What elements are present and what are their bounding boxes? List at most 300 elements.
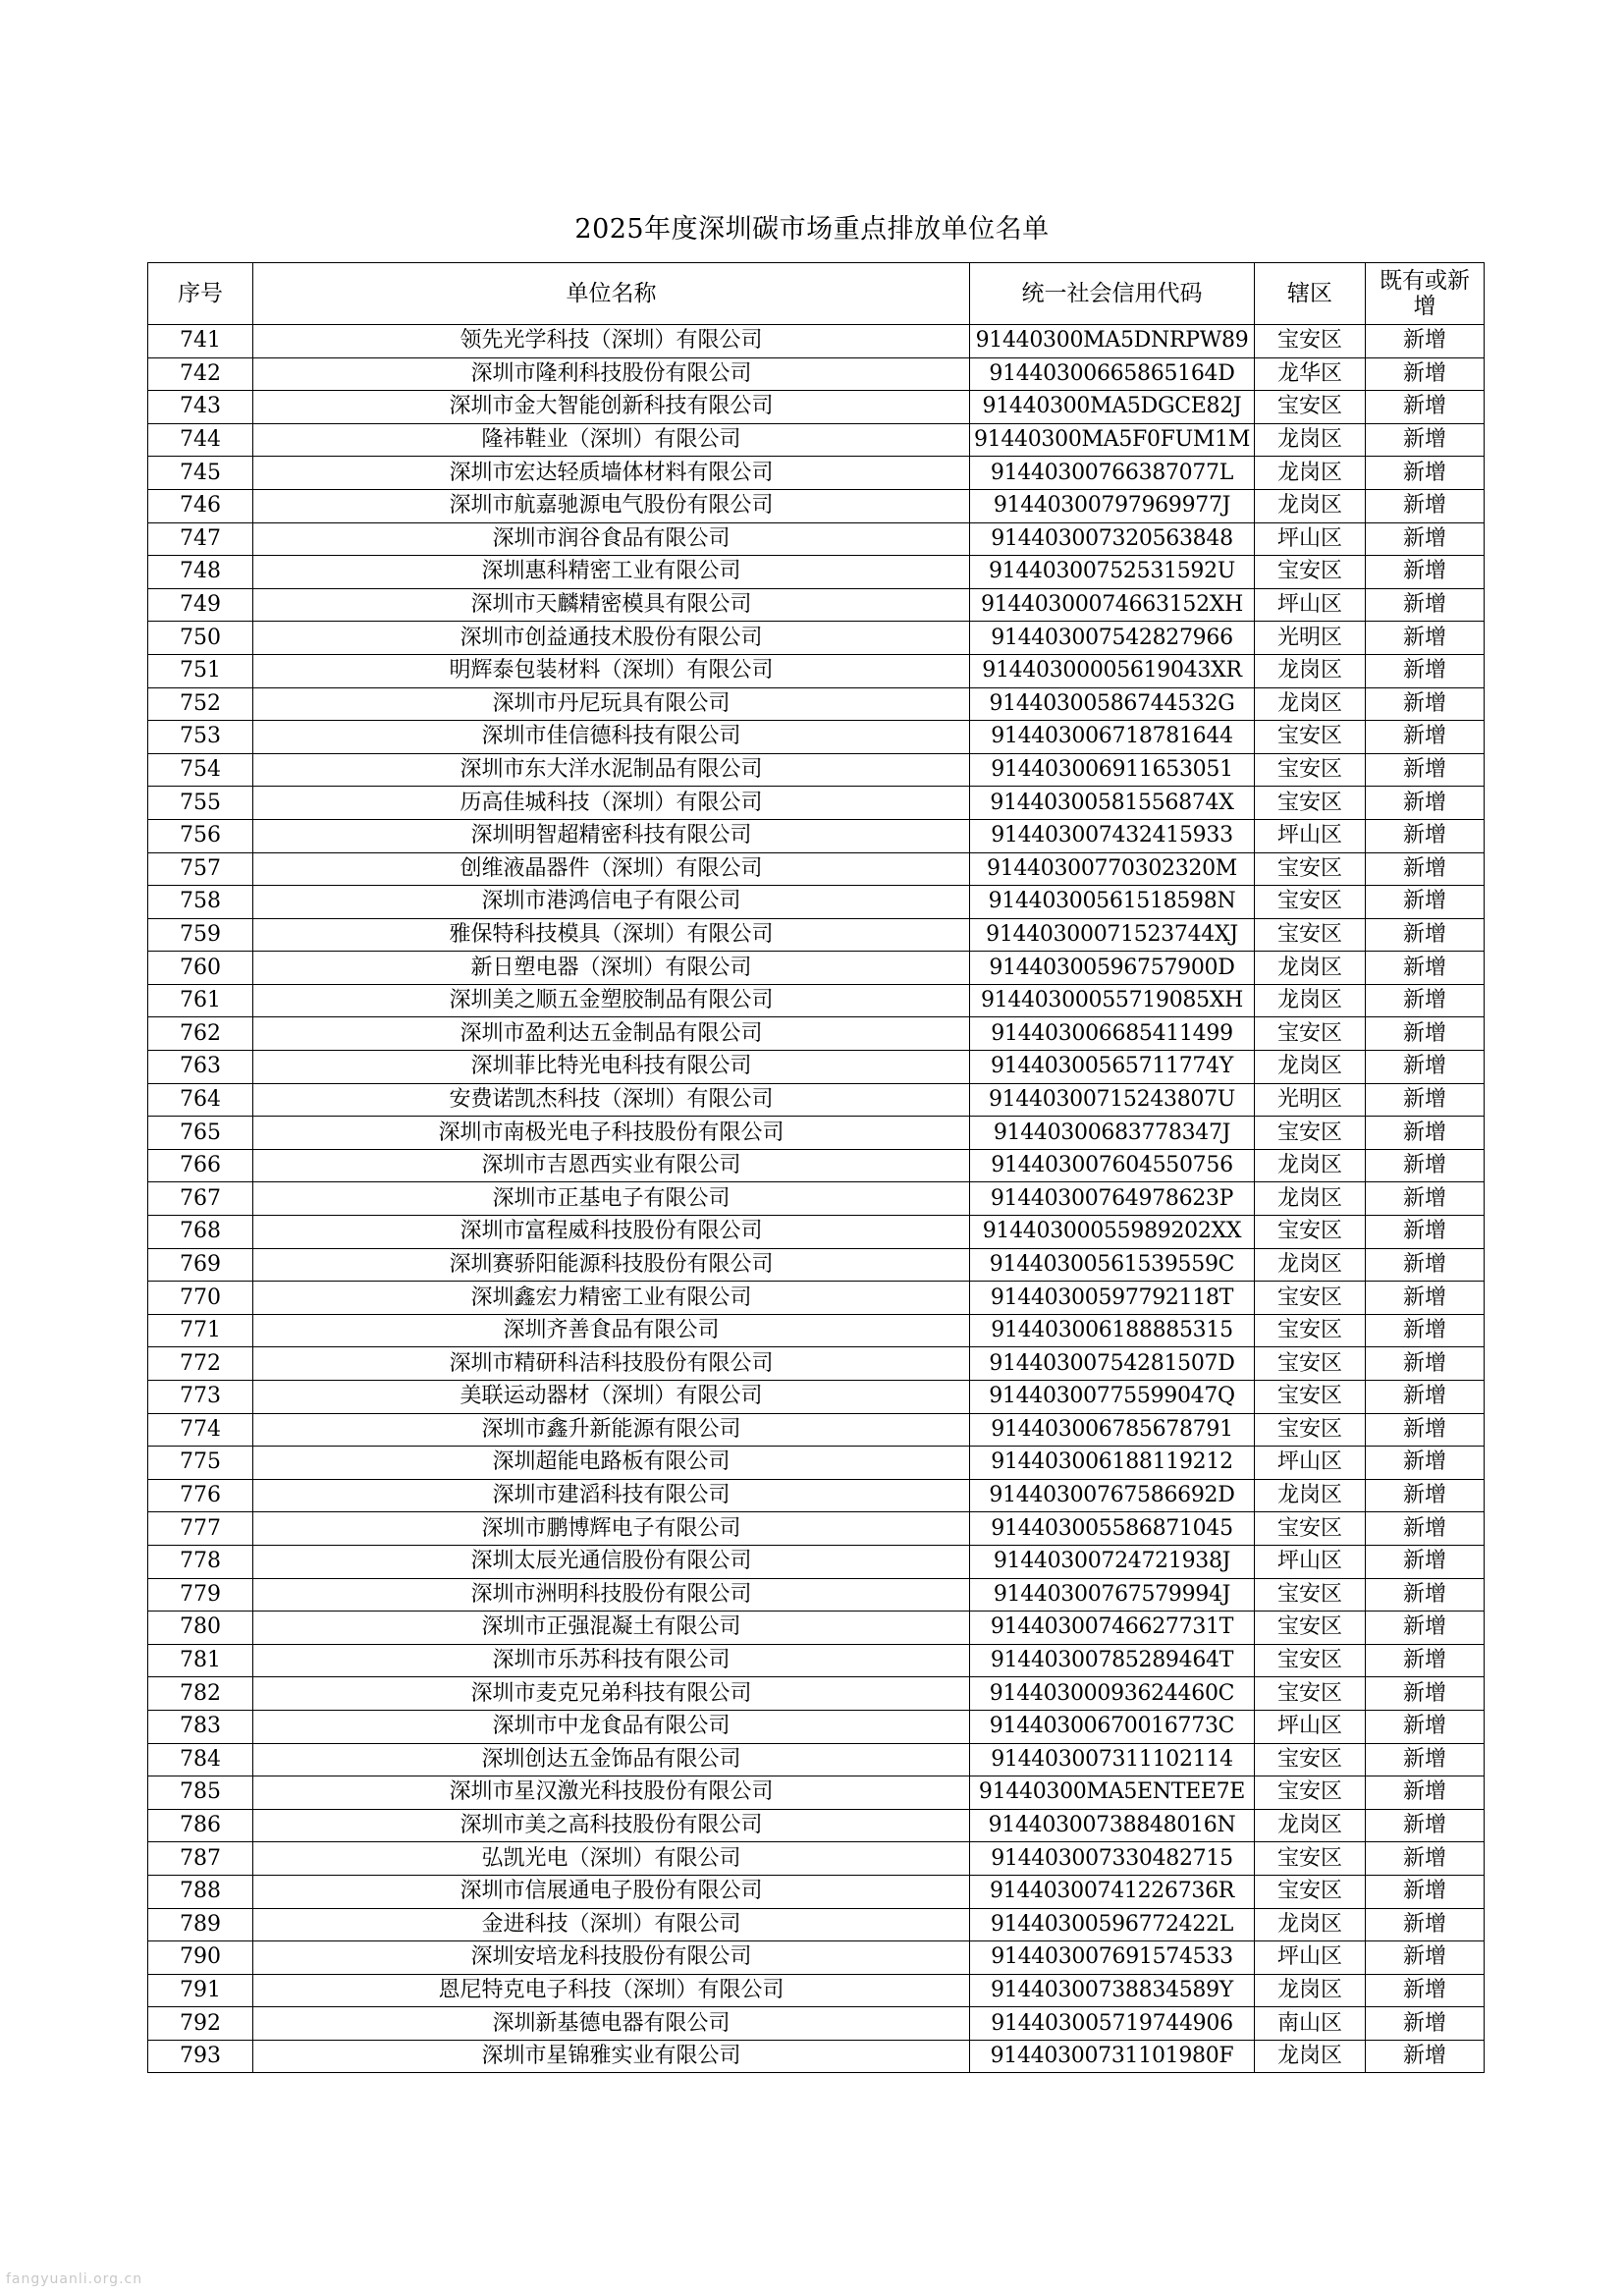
row-status: 新增 — [1366, 622, 1485, 655]
row-credit-code: 914403007311102114 — [970, 1743, 1255, 1776]
row-status: 新增 — [1366, 1117, 1485, 1150]
row-credit-code: 91440300724721938J — [970, 1545, 1255, 1578]
row-district: 光明区 — [1255, 1083, 1366, 1117]
row-status: 新增 — [1366, 2040, 1485, 2073]
row-status: 新增 — [1366, 1381, 1485, 1414]
row-index: 782 — [148, 1677, 253, 1711]
header-credit-code: 统一社会信用代码 — [970, 263, 1255, 325]
table-row — [148, 1282, 1485, 1315]
row-unit-name: 深圳市星锦雅实业有限公司 — [253, 2040, 970, 2073]
row-credit-code: 91440300071523744XJ — [970, 918, 1255, 952]
row-credit-code: 914403007691574533 — [970, 1941, 1255, 1975]
row-credit-code: 91440300581556874X — [970, 787, 1255, 820]
row-unit-name: 深圳市建滔科技有限公司 — [253, 1479, 970, 1512]
row-unit-name: 深圳市麦克兄弟科技有限公司 — [253, 1677, 970, 1711]
row-district: 龙岗区 — [1255, 952, 1366, 985]
table-row — [148, 1974, 1485, 2007]
row-credit-code: 91440300MA5ENTEE7E — [970, 1776, 1255, 1810]
row-credit-code: 91440300785289464T — [970, 1644, 1255, 1677]
row-unit-name: 隆祎鞋业（深圳）有限公司 — [253, 423, 970, 457]
row-status: 新增 — [1366, 2007, 1485, 2041]
row-credit-code: 914403007330482715 — [970, 1842, 1255, 1876]
row-status: 新增 — [1366, 1545, 1485, 1578]
row-credit-code: 914403005586871045 — [970, 1512, 1255, 1546]
row-credit-code: 91440300074663152XH — [970, 588, 1255, 622]
row-index: 757 — [148, 852, 253, 886]
row-status: 新增 — [1366, 1083, 1485, 1117]
header-status-label: 既有或新增 — [1380, 268, 1470, 319]
row-index: 774 — [148, 1413, 253, 1447]
row-credit-code: 91440300MA5F0FUM1M — [970, 423, 1255, 457]
row-credit-code: 914403007432415933 — [970, 819, 1255, 852]
row-index: 742 — [148, 357, 253, 391]
row-unit-name: 恩尼特克电子科技（深圳）有限公司 — [253, 1974, 970, 2007]
row-unit-name: 美联运动器材（深圳）有限公司 — [253, 1381, 970, 1414]
table-row — [148, 1381, 1485, 1414]
row-status: 新增 — [1366, 1216, 1485, 1249]
table-row — [148, 391, 1485, 424]
row-index: 773 — [148, 1381, 253, 1414]
row-index: 771 — [148, 1314, 253, 1347]
row-index: 749 — [148, 588, 253, 622]
table-row — [148, 1644, 1485, 1677]
row-status: 新增 — [1366, 1776, 1485, 1810]
table-row — [148, 622, 1485, 655]
row-district: 龙岗区 — [1255, 1974, 1366, 2007]
row-status: 新增 — [1366, 952, 1485, 985]
row-status: 新增 — [1366, 819, 1485, 852]
watermark: fangyuanli.org.cn — [6, 2271, 143, 2287]
row-index: 790 — [148, 1941, 253, 1975]
row-index: 779 — [148, 1578, 253, 1612]
row-district: 宝安区 — [1255, 556, 1366, 589]
row-status: 新增 — [1366, 1612, 1485, 1645]
row-unit-name: 创维液晶器件（深圳）有限公司 — [253, 852, 970, 886]
row-district: 坪山区 — [1255, 1941, 1366, 1975]
row-status: 新增 — [1366, 1479, 1485, 1512]
table-row — [148, 2040, 1485, 2073]
table-row — [148, 1512, 1485, 1546]
row-unit-name: 深圳市港鸿信电子有限公司 — [253, 886, 970, 919]
row-index: 752 — [148, 687, 253, 721]
row-district: 龙岗区 — [1255, 1248, 1366, 1282]
table-row — [148, 1875, 1485, 1908]
row-unit-name: 深圳市吉恩西实业有限公司 — [253, 1149, 970, 1182]
table-row — [148, 1578, 1485, 1612]
row-credit-code: 91440300754281507D — [970, 1347, 1255, 1381]
row-index: 778 — [148, 1545, 253, 1578]
row-index: 758 — [148, 886, 253, 919]
row-credit-code: 91440300738848016N — [970, 1809, 1255, 1842]
row-unit-name: 金进科技（深圳）有限公司 — [253, 1908, 970, 1941]
row-index: 777 — [148, 1512, 253, 1546]
row-district: 龙岗区 — [1255, 489, 1366, 522]
row-district: 龙岗区 — [1255, 457, 1366, 490]
table-row — [148, 952, 1485, 985]
row-status: 新增 — [1366, 423, 1485, 457]
row-status: 新增 — [1366, 852, 1485, 886]
row-credit-code: 91440300561518598N — [970, 886, 1255, 919]
header-unit-name: 单位名称 — [253, 263, 970, 325]
table-row — [148, 886, 1485, 919]
row-index: 765 — [148, 1117, 253, 1150]
row-district: 宝安区 — [1255, 391, 1366, 424]
row-unit-name: 深圳市富程威科技股份有限公司 — [253, 1216, 970, 1249]
row-credit-code: 91440300797969977J — [970, 489, 1255, 522]
row-credit-code: 91440300MA5DNRPW89 — [970, 325, 1255, 358]
row-status: 新增 — [1366, 391, 1485, 424]
table-row — [148, 1842, 1485, 1876]
row-unit-name: 深圳市信展通电子股份有限公司 — [253, 1875, 970, 1908]
table-row — [148, 1941, 1485, 1975]
row-district: 龙岗区 — [1255, 687, 1366, 721]
table-row — [148, 654, 1485, 687]
table-header-row — [148, 263, 1485, 325]
row-district: 龙岗区 — [1255, 2040, 1366, 2073]
row-index: 781 — [148, 1644, 253, 1677]
row-district: 坪山区 — [1255, 522, 1366, 556]
row-index: 786 — [148, 1809, 253, 1842]
row-status: 新增 — [1366, 1413, 1485, 1447]
row-unit-name: 深圳安培龙科技股份有限公司 — [253, 1941, 970, 1975]
table-row — [148, 1479, 1485, 1512]
table-row — [148, 1216, 1485, 1249]
row-credit-code: 91440300767579994J — [970, 1578, 1255, 1612]
row-unit-name: 深圳创达五金饰品有限公司 — [253, 1743, 970, 1776]
row-status: 新增 — [1366, 1677, 1485, 1711]
table-row — [148, 588, 1485, 622]
row-credit-code: 91440300093624460C — [970, 1677, 1255, 1711]
row-district: 坪山区 — [1255, 819, 1366, 852]
row-index: 776 — [148, 1479, 253, 1512]
row-district: 宝安区 — [1255, 787, 1366, 820]
table-row — [148, 325, 1485, 358]
row-district: 宝安区 — [1255, 1413, 1366, 1447]
header-index: 序号 — [148, 263, 253, 325]
row-status: 新增 — [1366, 556, 1485, 589]
row-index: 759 — [148, 918, 253, 952]
row-district: 坪山区 — [1255, 588, 1366, 622]
row-district: 宝安区 — [1255, 1677, 1366, 1711]
row-unit-name: 深圳市正基电子有限公司 — [253, 1182, 970, 1216]
row-district: 宝安区 — [1255, 325, 1366, 358]
row-index: 750 — [148, 622, 253, 655]
row-index: 785 — [148, 1776, 253, 1810]
row-district: 龙岗区 — [1255, 1051, 1366, 1084]
row-district: 宝安区 — [1255, 1776, 1366, 1810]
row-unit-name: 深圳市中龙食品有限公司 — [253, 1710, 970, 1743]
row-unit-name: 深圳市航嘉驰源电气股份有限公司 — [253, 489, 970, 522]
row-unit-name: 深圳美之顺五金塑胶制品有限公司 — [253, 984, 970, 1017]
row-status: 新增 — [1366, 1051, 1485, 1084]
header-district: 辖区 — [1255, 263, 1366, 325]
row-credit-code: 91440300731101980F — [970, 2040, 1255, 2073]
row-index: 745 — [148, 457, 253, 490]
row-status: 新增 — [1366, 1842, 1485, 1876]
row-unit-name: 明辉泰包装材料（深圳）有限公司 — [253, 654, 970, 687]
row-index: 766 — [148, 1149, 253, 1182]
row-index: 783 — [148, 1710, 253, 1743]
row-unit-name: 深圳市金大智能创新科技有限公司 — [253, 391, 970, 424]
table-row — [148, 1447, 1485, 1480]
row-unit-name: 深圳鑫宏力精密工业有限公司 — [253, 1282, 970, 1315]
row-district: 龙岗区 — [1255, 1908, 1366, 1941]
page-title: 2025年度深圳碳市场重点排放单位名单 — [574, 214, 1050, 245]
row-index: 780 — [148, 1612, 253, 1645]
row-status: 新增 — [1366, 357, 1485, 391]
row-index: 787 — [148, 1842, 253, 1876]
row-district: 坪山区 — [1255, 1545, 1366, 1578]
row-unit-name: 深圳赛骄阳能源科技股份有限公司 — [253, 1248, 970, 1282]
row-unit-name: 安费诺凯杰科技（深圳）有限公司 — [253, 1083, 970, 1117]
row-district: 龙岗区 — [1255, 423, 1366, 457]
row-index: 746 — [148, 489, 253, 522]
row-status: 新增 — [1366, 588, 1485, 622]
row-status: 新增 — [1366, 1809, 1485, 1842]
table-row — [148, 918, 1485, 952]
row-status: 新增 — [1366, 1743, 1485, 1776]
row-status: 新增 — [1366, 457, 1485, 490]
row-district: 宝安区 — [1255, 1381, 1366, 1414]
row-district: 宝安区 — [1255, 1017, 1366, 1051]
row-index: 748 — [148, 556, 253, 589]
row-district: 宝安区 — [1255, 1612, 1366, 1645]
row-unit-name: 深圳市南极光电子科技股份有限公司 — [253, 1117, 970, 1150]
row-index: 788 — [148, 1875, 253, 1908]
row-unit-name: 深圳市美之高科技股份有限公司 — [253, 1809, 970, 1842]
row-district: 宝安区 — [1255, 1875, 1366, 1908]
table-row — [148, 556, 1485, 589]
row-credit-code: 914403005719744906 — [970, 2007, 1255, 2041]
row-credit-code: 91440300565711774Y — [970, 1051, 1255, 1084]
row-credit-code: 91440300670016773C — [970, 1710, 1255, 1743]
row-unit-name: 弘凯光电（深圳）有限公司 — [253, 1842, 970, 1876]
row-status: 新增 — [1366, 1447, 1485, 1480]
row-status: 新增 — [1366, 1578, 1485, 1612]
table-row — [148, 2007, 1485, 2041]
row-index: 775 — [148, 1447, 253, 1480]
row-credit-code: 914403006685411499 — [970, 1017, 1255, 1051]
row-unit-name: 深圳市创益通技术股份有限公司 — [253, 622, 970, 655]
table-row — [148, 423, 1485, 457]
row-credit-code: 914403006911653051 — [970, 753, 1255, 787]
row-credit-code: 91440300766387077L — [970, 457, 1255, 490]
row-unit-name: 深圳惠科精密工业有限公司 — [253, 556, 970, 589]
row-status: 新增 — [1366, 1149, 1485, 1182]
row-index: 756 — [148, 819, 253, 852]
row-unit-name: 深圳市正强混凝土有限公司 — [253, 1612, 970, 1645]
row-unit-name: 深圳市精研科洁科技股份有限公司 — [253, 1347, 970, 1381]
table-row — [148, 1347, 1485, 1381]
row-status: 新增 — [1366, 753, 1485, 787]
row-credit-code: 914403006188885315 — [970, 1314, 1255, 1347]
row-status: 新增 — [1366, 721, 1485, 754]
row-credit-code: 91440300005619043XR — [970, 654, 1255, 687]
row-index: 769 — [148, 1248, 253, 1282]
row-credit-code: 91440300764978623P — [970, 1182, 1255, 1216]
table-row — [148, 721, 1485, 754]
row-index: 772 — [148, 1347, 253, 1381]
row-status: 新增 — [1366, 489, 1485, 522]
row-district: 宝安区 — [1255, 1743, 1366, 1776]
row-district: 光明区 — [1255, 622, 1366, 655]
row-district: 宝安区 — [1255, 1216, 1366, 1249]
row-status: 新增 — [1366, 325, 1485, 358]
table-row — [148, 1117, 1485, 1150]
row-status: 新增 — [1366, 1974, 1485, 2007]
row-district: 宝安区 — [1255, 1578, 1366, 1612]
table-row — [148, 787, 1485, 820]
table-row — [148, 753, 1485, 787]
row-index: 791 — [148, 1974, 253, 2007]
row-credit-code: 91440300561539559C — [970, 1248, 1255, 1282]
row-unit-name: 深圳市乐苏科技有限公司 — [253, 1644, 970, 1677]
table-row — [148, 984, 1485, 1017]
row-district: 龙岗区 — [1255, 1479, 1366, 1512]
row-unit-name: 雅保特科技模具（深圳）有限公司 — [253, 918, 970, 952]
row-credit-code: 914403007320563848 — [970, 522, 1255, 556]
row-unit-name: 新日塑电器（深圳）有限公司 — [253, 952, 970, 985]
table-row — [148, 1413, 1485, 1447]
row-index: 792 — [148, 2007, 253, 2041]
row-district: 龙岗区 — [1255, 984, 1366, 1017]
row-unit-name: 深圳菲比特光电科技有限公司 — [253, 1051, 970, 1084]
row-unit-name: 深圳市丹尼玩具有限公司 — [253, 687, 970, 721]
emission-units-table — [147, 262, 1485, 2073]
row-district: 宝安区 — [1255, 1644, 1366, 1677]
row-index: 744 — [148, 423, 253, 457]
table-body — [148, 325, 1485, 2073]
row-district: 龙岗区 — [1255, 1182, 1366, 1216]
table-row — [148, 1612, 1485, 1645]
row-district: 龙岗区 — [1255, 1149, 1366, 1182]
row-unit-name: 深圳市隆利科技股份有限公司 — [253, 357, 970, 391]
row-unit-name: 深圳齐善食品有限公司 — [253, 1314, 970, 1347]
row-unit-name: 深圳明智超精密科技有限公司 — [253, 819, 970, 852]
row-district: 宝安区 — [1255, 1842, 1366, 1876]
row-credit-code: 914403006785678791 — [970, 1413, 1255, 1447]
row-index: 743 — [148, 391, 253, 424]
row-credit-code: 914403006718781644 — [970, 721, 1255, 754]
row-status: 新增 — [1366, 1512, 1485, 1546]
row-index: 741 — [148, 325, 253, 358]
row-index: 760 — [148, 952, 253, 985]
row-index: 793 — [148, 2040, 253, 2073]
table-row — [148, 1149, 1485, 1182]
row-index: 754 — [148, 753, 253, 787]
row-status: 新增 — [1366, 654, 1485, 687]
table-row — [148, 457, 1485, 490]
row-status: 新增 — [1366, 984, 1485, 1017]
table-row — [148, 1809, 1485, 1842]
row-index: 770 — [148, 1282, 253, 1315]
row-district: 宝安区 — [1255, 1117, 1366, 1150]
row-unit-name: 深圳市盈利达五金制品有限公司 — [253, 1017, 970, 1051]
row-credit-code: 91440300597792118T — [970, 1282, 1255, 1315]
row-index: 751 — [148, 654, 253, 687]
row-status: 新增 — [1366, 787, 1485, 820]
row-unit-name: 深圳市洲明科技股份有限公司 — [253, 1578, 970, 1612]
row-unit-name: 深圳市佳信德科技有限公司 — [253, 721, 970, 754]
row-index: 763 — [148, 1051, 253, 1084]
row-index: 755 — [148, 787, 253, 820]
table-row — [148, 1314, 1485, 1347]
table-row — [148, 1083, 1485, 1117]
row-credit-code: 91440300738834589Y — [970, 1974, 1255, 2007]
row-credit-code: 91440300055719085XH — [970, 984, 1255, 1017]
row-unit-name: 深圳市天麟精密模具有限公司 — [253, 588, 970, 622]
row-unit-name: 深圳市润谷食品有限公司 — [253, 522, 970, 556]
row-unit-name: 历高佳城科技（深圳）有限公司 — [253, 787, 970, 820]
row-credit-code: 91440300767586692D — [970, 1479, 1255, 1512]
row-district: 坪山区 — [1255, 1710, 1366, 1743]
row-credit-code: 91440300596772422L — [970, 1908, 1255, 1941]
row-index: 768 — [148, 1216, 253, 1249]
row-status: 新增 — [1366, 1282, 1485, 1315]
table-row — [148, 687, 1485, 721]
table-row — [148, 852, 1485, 886]
row-status: 新增 — [1366, 1248, 1485, 1282]
row-unit-name: 深圳市鹏博辉电子有限公司 — [253, 1512, 970, 1546]
row-district: 龙岗区 — [1255, 654, 1366, 687]
row-unit-name: 深圳太辰光通信股份有限公司 — [253, 1545, 970, 1578]
row-status: 新增 — [1366, 522, 1485, 556]
row-credit-code: 91440300586744532G — [970, 687, 1255, 721]
row-unit-name: 深圳市鑫升新能源有限公司 — [253, 1413, 970, 1447]
row-credit-code: 91440300596757900D — [970, 952, 1255, 985]
row-index: 753 — [148, 721, 253, 754]
row-credit-code: 91440300665865164D — [970, 357, 1255, 391]
row-district: 宝安区 — [1255, 1282, 1366, 1315]
row-status: 新增 — [1366, 1347, 1485, 1381]
table-row — [148, 489, 1485, 522]
table-row — [148, 1908, 1485, 1941]
row-index: 762 — [148, 1017, 253, 1051]
row-status: 新增 — [1366, 918, 1485, 952]
row-unit-name: 深圳市宏达轻质墙体材料有限公司 — [253, 457, 970, 490]
row-credit-code: 91440300715243807U — [970, 1083, 1255, 1117]
row-status: 新增 — [1366, 1710, 1485, 1743]
table-row — [148, 1677, 1485, 1711]
row-district: 南山区 — [1255, 2007, 1366, 2041]
table-row — [148, 1248, 1485, 1282]
row-district: 宝安区 — [1255, 886, 1366, 919]
row-credit-code: 91440300683778347J — [970, 1117, 1255, 1150]
row-credit-code: 91440300752531592U — [970, 556, 1255, 589]
row-credit-code: 914403007604550756 — [970, 1149, 1255, 1182]
row-status: 新增 — [1366, 1644, 1485, 1677]
row-district: 坪山区 — [1255, 1447, 1366, 1480]
row-district: 宝安区 — [1255, 918, 1366, 952]
row-unit-name: 深圳超能电路板有限公司 — [253, 1447, 970, 1480]
row-status: 新增 — [1366, 1908, 1485, 1941]
table-row — [148, 1017, 1485, 1051]
row-status: 新增 — [1366, 1314, 1485, 1347]
row-district: 宝安区 — [1255, 852, 1366, 886]
row-credit-code: 91440300055989202XX — [970, 1216, 1255, 1249]
row-unit-name: 领先光学科技（深圳）有限公司 — [253, 325, 970, 358]
row-district: 宝安区 — [1255, 753, 1366, 787]
row-credit-code: 914403007542827966 — [970, 622, 1255, 655]
table-row — [148, 357, 1485, 391]
row-index: 761 — [148, 984, 253, 1017]
table-row — [148, 819, 1485, 852]
row-unit-name: 深圳市星汉激光科技股份有限公司 — [253, 1776, 970, 1810]
header-status — [1366, 263, 1485, 325]
row-unit-name: 深圳新基德电器有限公司 — [253, 2007, 970, 2041]
row-index: 767 — [148, 1182, 253, 1216]
row-district: 宝安区 — [1255, 721, 1366, 754]
